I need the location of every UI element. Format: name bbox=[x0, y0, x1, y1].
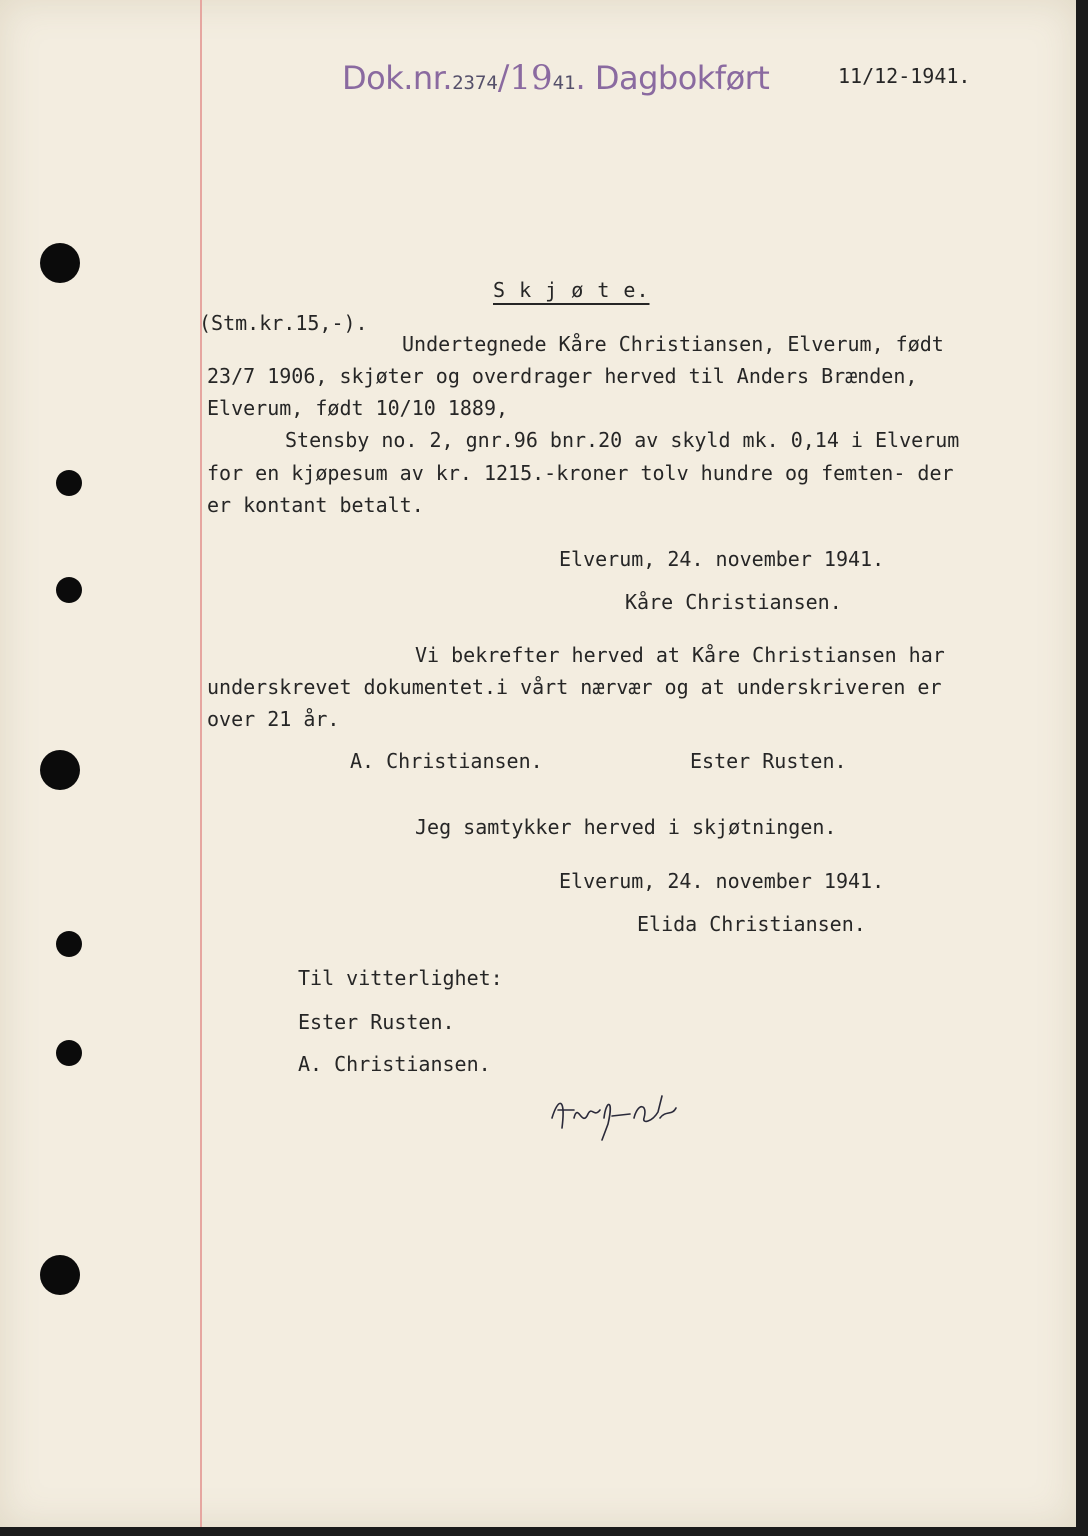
handwritten-initials-mark bbox=[548, 1088, 688, 1148]
seller-signature: Kåre Christiansen. bbox=[625, 590, 842, 614]
punch-hole bbox=[40, 243, 80, 283]
attestation-name: A. Christiansen. bbox=[298, 1052, 491, 1076]
stamp-dagbok-label: . Dagbokført bbox=[575, 59, 770, 97]
body-line: er kontant betalt. bbox=[207, 493, 424, 517]
document-title: S k j ø t e. bbox=[493, 278, 650, 302]
attestation-label: Til vitterlighet: bbox=[298, 966, 503, 990]
punch-hole bbox=[56, 470, 82, 496]
punch-hole bbox=[56, 1040, 82, 1066]
registry-date: 11/12-1941. bbox=[838, 64, 971, 88]
witness-signature: Ester Rusten. bbox=[690, 749, 847, 773]
spouse-signature: Elida Christiansen. bbox=[637, 912, 866, 936]
body-line: 23/7 1906, skjøter og overdrager herved til Anders Brænden, bbox=[207, 364, 918, 388]
body-line: for en kjøpesum av kr. 1215.-kroner tolv hundre og femten- der bbox=[207, 461, 954, 485]
margin-rule bbox=[200, 0, 202, 1527]
punch-hole bbox=[56, 577, 82, 603]
stamp-doc-label: Dok.nr. bbox=[342, 59, 453, 97]
body-line: Undertegnede Kåre Christiansen, Elverum, født bbox=[402, 332, 944, 356]
stamp-doc-number: 2374 bbox=[452, 72, 498, 94]
witness-signature: A. Christiansen. bbox=[350, 749, 543, 773]
body-line: Elverum, født 10/10 1889, bbox=[207, 396, 509, 420]
witness-statement-line: Vi bekrefter herved at Kåre Christiansen har bbox=[415, 643, 945, 667]
punch-hole bbox=[56, 931, 82, 957]
witness-statement-line: underskrevet dokumentet.i vårt nærvær og at underskriveren er bbox=[207, 675, 942, 699]
attestation-name: Ester Rusten. bbox=[298, 1010, 455, 1034]
punch-hole bbox=[40, 1255, 80, 1295]
place-date: Elverum, 24. november 1941. bbox=[559, 869, 885, 893]
stamp-year-handwritten: /19 bbox=[497, 58, 553, 98]
registry-stamp bbox=[342, 58, 769, 98]
body-line: Stensby no. 2, gnr.96 bnr.20 av skyld mk. 0,14 i Elverum bbox=[285, 428, 960, 452]
witness-statement-line: over 21 år. bbox=[207, 707, 340, 731]
stamp-fee: (Stm.kr.15,-). bbox=[199, 311, 368, 335]
place-date: Elverum, 24. november 1941. bbox=[559, 547, 885, 571]
stamp-year-suffix: 41 bbox=[552, 72, 576, 94]
punch-hole bbox=[40, 750, 80, 790]
consent-line: Jeg samtykker herved i skjøtningen. bbox=[415, 815, 837, 839]
